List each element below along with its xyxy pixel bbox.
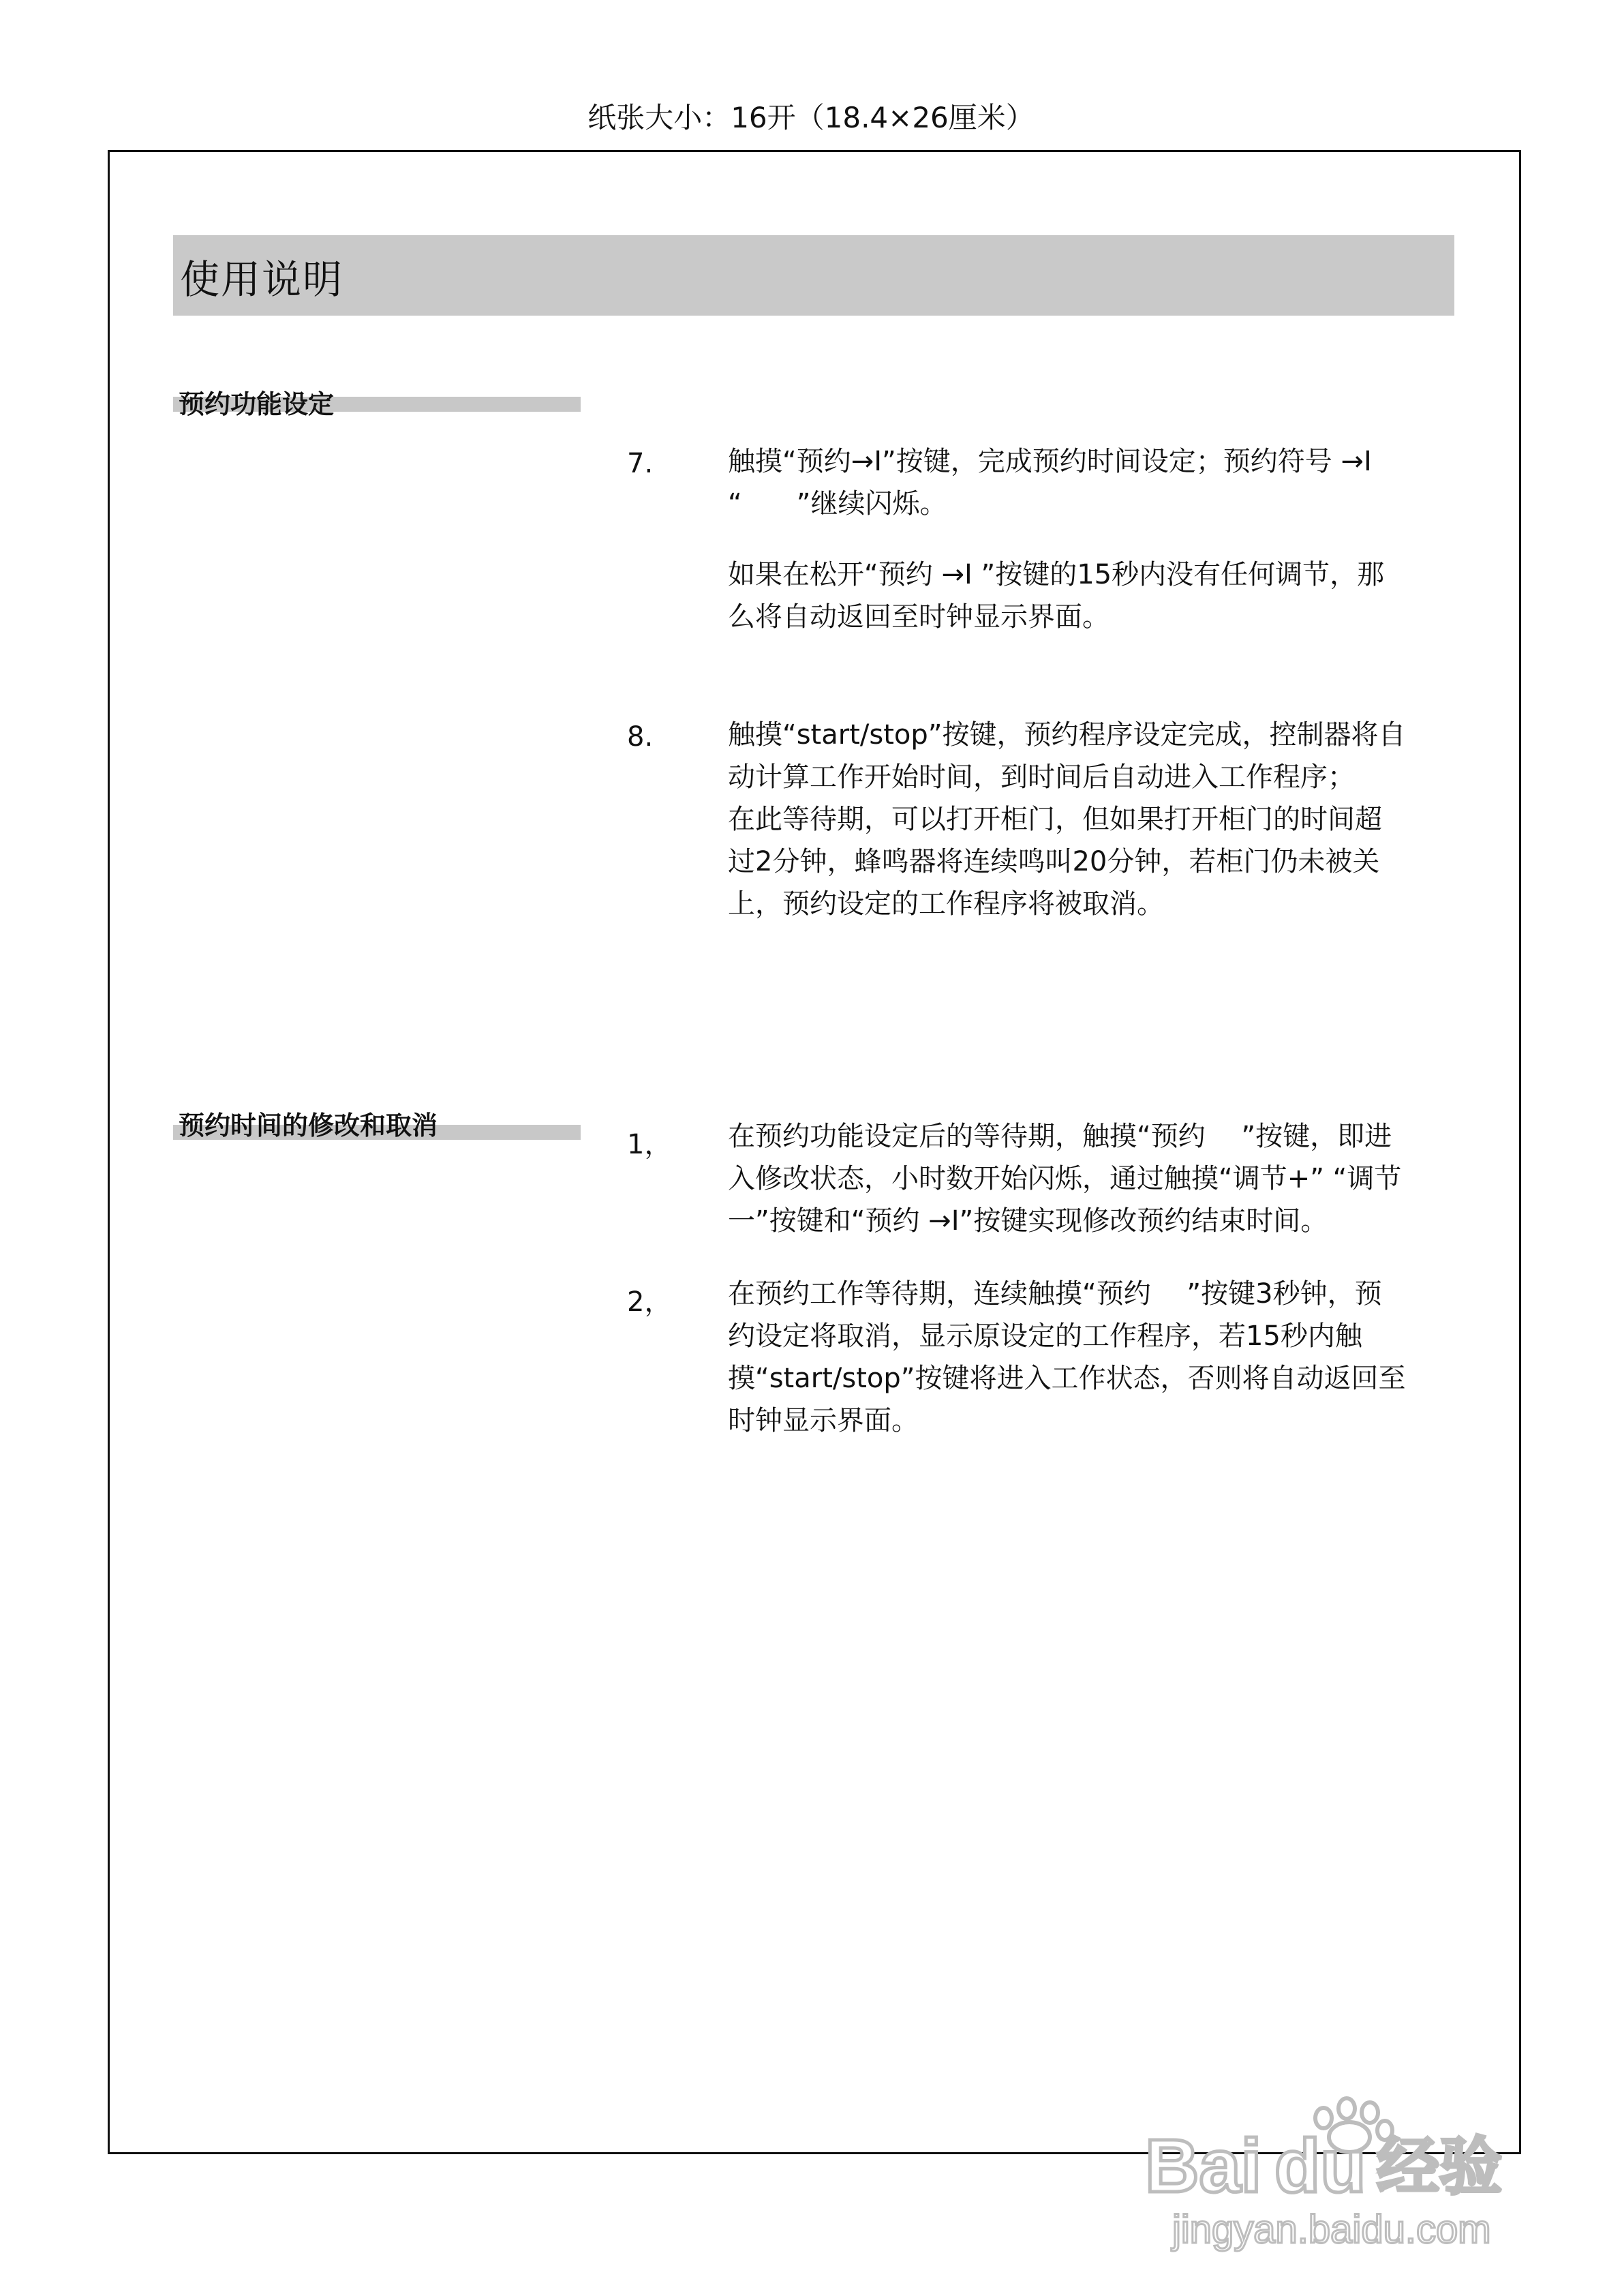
- watermark-brand: Bai: [1145, 2124, 1262, 2208]
- section-heading-modify-cancel: 预约时间的修改和取消: [179, 1111, 438, 1141]
- paper-size-label: 纸张大小：16开（18.4×26厘米）: [587, 101, 1035, 134]
- page-title: 使用说明: [180, 256, 344, 303]
- delay-symbol-icon: →I: [851, 446, 883, 477]
- item-number-7: 7.: [627, 448, 654, 479]
- watermark-brand-2: du: [1274, 2124, 1366, 2208]
- delay-symbol-icon: →I: [1341, 446, 1372, 477]
- item-number-1: 1，: [627, 1129, 672, 1160]
- section-heading-reservation-setup: 预约功能设定: [179, 389, 335, 419]
- watermark-suffix: 经验: [1377, 2130, 1503, 2203]
- title-bar: [173, 235, 1454, 316]
- delay-symbol-icon: →I: [928, 1205, 960, 1237]
- item-number-8: 8.: [627, 721, 654, 753]
- item-7-text: 触摸“预约→I”按键，完成预约时间设定；预约符号 →I “ ”继续闪烁。 如果在松开“预约 →I ”按键的15秒内没有任何调节，那 么将自动返回至时钟显示界面。: [728, 446, 1385, 633]
- item-8-text: 触摸“start/stop”按键，预约程序设定完成，控制器将自 动计算工作开始时间，到时间后自动进入工作程序； 在此等待期，可以打开柜门，但如果打开柜门的时间超 过2分钟，蜂鸣器将连续鸣叫20分钟，若柜门仍未被关 上，预约设定的工作程序将被取消。: [728, 719, 1406, 920]
- item-number-2: 2，: [627, 1286, 672, 1318]
- item-1-text: 在预约功能设定后的等待期，触摸“预约 ”按键，即进 入修改状态，小时数开始闪烁，通过触摸“调节+” “调节 一”按键和“预约 →I”按键实现修改预约结束时间。: [728, 1121, 1402, 1237]
- item-2-text: 在预约工作等待期，连续触摸“预约 ”按键3秒钟，预 约设定将取消，显示原设定的工作程序，若15秒内触 摸“start/stop”按键将进入工作状态，否则将自动返回至 时钟显示界面。: [728, 1278, 1406, 1436]
- delay-symbol-icon: →I: [941, 559, 973, 590]
- baidu-watermark-logo: [1145, 2089, 1527, 2260]
- watermark-url: jingyan.baidu.com: [1172, 2207, 1491, 2252]
